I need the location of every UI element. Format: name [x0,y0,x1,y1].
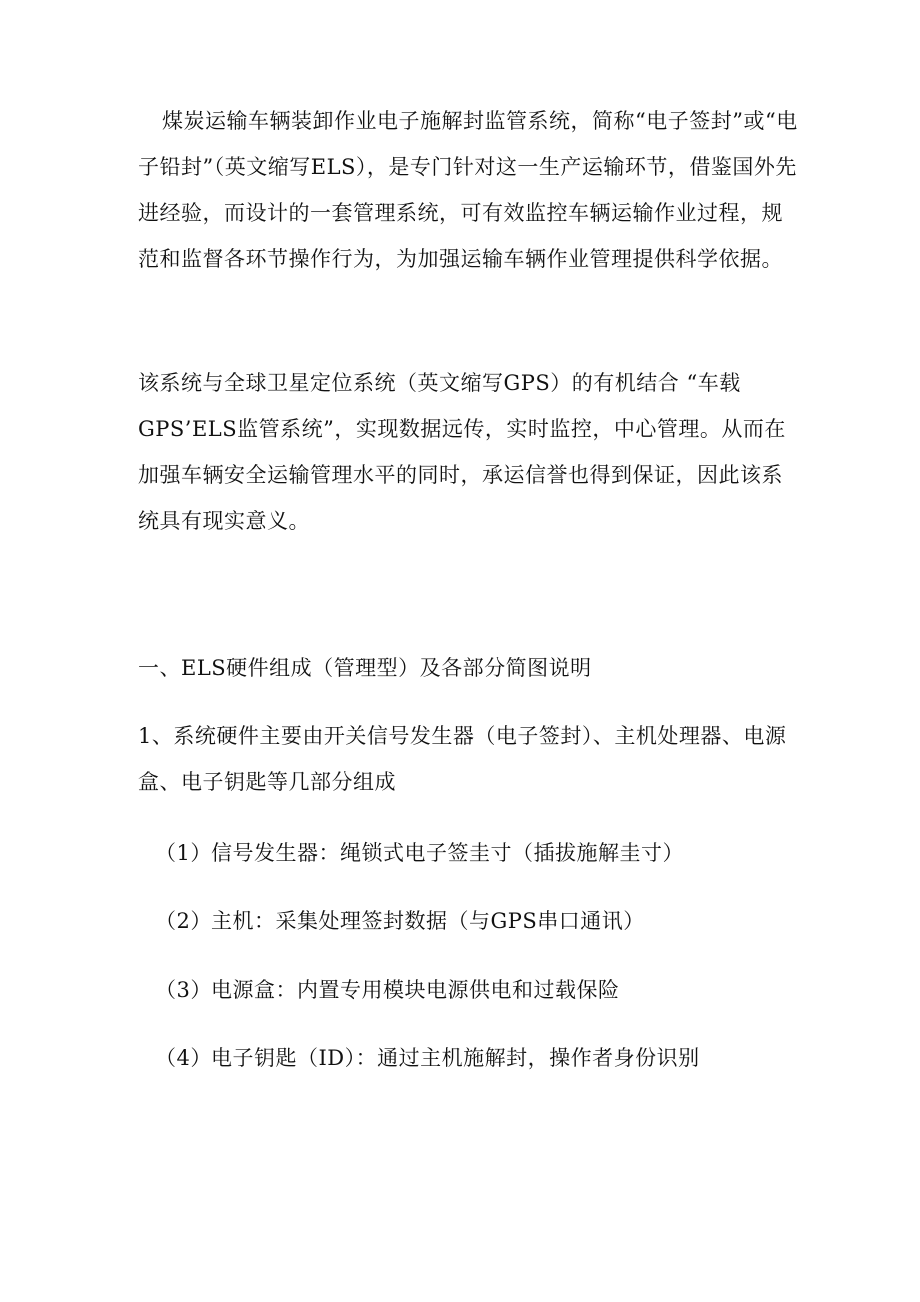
list-item-text: 信号发生器：绳锁式电子签圭寸（插拔施解圭寸） [211,841,684,865]
gps-paragraph: 该系统与全球卫星定位系统（英文缩写GPS）的有机结合 “车载GPS’ELS监管系统”，实现数据远传，实时监控，中心管理。从而在加强车辆安全运输管理水平的同时，承运信誉也得到保证，因此该系统具有现实意义。 [138,371,786,533]
list-item-text: 电源盒：内置专用模块电源供电和过载保险 [211,978,620,1002]
list-item-number: （4） [155,1046,212,1070]
section-heading: 一、ELS硬件组成（管理型）及各部分简图说明 [138,656,592,680]
list-item [155,975,620,1005]
list-item [155,1043,700,1073]
hardware-paragraph: 1、系统硬件主要由开关信号发生器（电子签封）、主机处理器、电源盒、电子钥匙等几部分组成 [138,724,787,794]
list-item-text: 主机：采集处理签封数据（与GPS串口通讯） [211,909,645,933]
intro-paragraph: 煤炭运输车辆装卸作业电子施解封监管系统，简称“电子签封”或“电子铅封”（英文缩写ELS），是专门针对这一生产运输环节，借鉴国外先进经验，而设计的一套管理系统，可有效监控车辆运输作业过程，规范和监督各环节操作行为，为加强运输车辆作业管理提供科学依据。 [138,109,798,271]
list-item-number: （3） [155,978,212,1002]
list-item-text: 电子钥匙（ID）：通过主机施解封，操作者身份识别 [211,1046,700,1070]
list-item [155,906,645,936]
list-item [155,838,684,868]
list-item-number: （1） [155,841,212,865]
list-item-number: （2） [155,909,212,933]
